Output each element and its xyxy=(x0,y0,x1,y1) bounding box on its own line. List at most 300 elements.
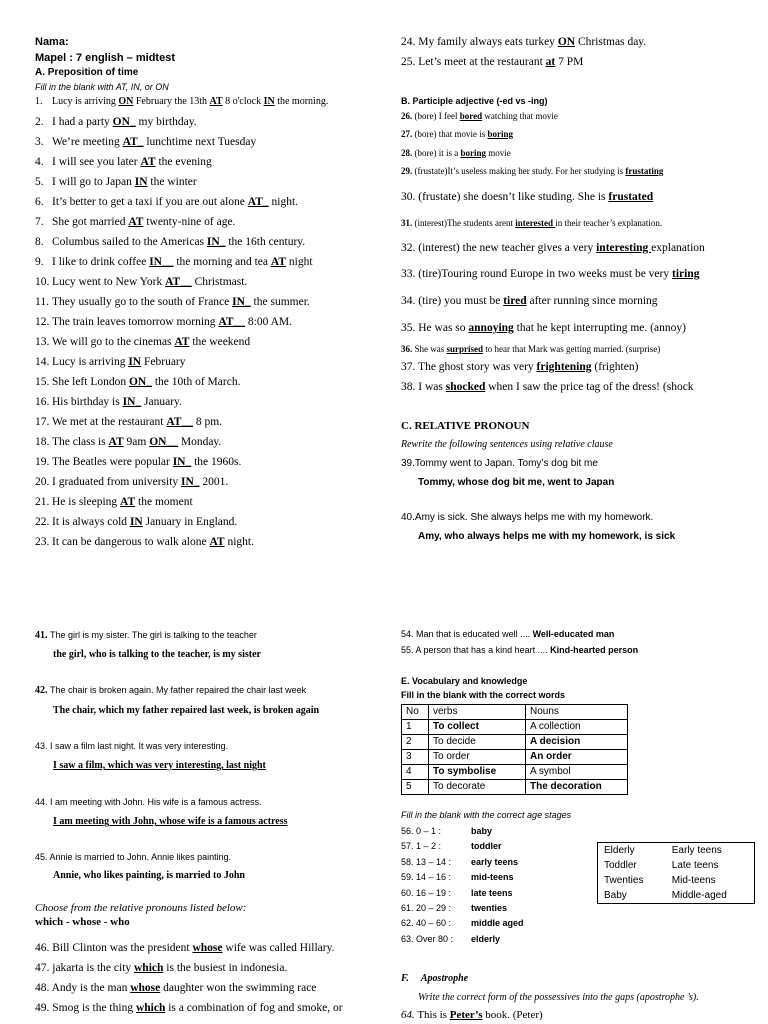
age-word-box xyxy=(597,842,755,904)
answer-text: Peter’s xyxy=(449,1009,483,1021)
item-text: The class is xyxy=(52,436,109,448)
item-text: to hear that Mark was getting married. (surprise) xyxy=(483,344,661,354)
item-text: night xyxy=(286,256,313,268)
item-text: when I saw the price tag of the dress! (shock xyxy=(485,381,694,393)
list-item xyxy=(35,216,235,228)
question-text xyxy=(35,852,231,862)
item-number: 35. xyxy=(401,322,419,334)
item-text: the 10th of March. xyxy=(151,376,241,388)
answer-text: IN__ xyxy=(149,256,174,268)
item-number: 49. xyxy=(35,1002,53,1014)
item-text: We met at the restaurant xyxy=(52,416,167,428)
list-item xyxy=(401,295,658,307)
item-number: 41. xyxy=(35,630,50,641)
item-text: the morning. xyxy=(274,96,329,107)
table-cell-noun: A symbol xyxy=(526,765,628,780)
section-f-instruction: Write the correct form of the possessives into the gaps (apostrophe ’s). xyxy=(418,992,699,1003)
list-item xyxy=(35,96,328,107)
item-text: She left London xyxy=(52,376,129,388)
item-text: I graduated from university xyxy=(52,476,182,488)
answer-text: IN xyxy=(128,356,142,368)
answer-text: middle aged xyxy=(471,918,524,928)
list-item xyxy=(401,629,614,639)
answer-text: IN_ xyxy=(172,456,192,468)
item-text: We’re meeting xyxy=(52,136,123,148)
list-item xyxy=(401,826,492,836)
item-text: the morning and tea xyxy=(173,256,271,268)
item-text: (bore) I feel xyxy=(414,111,460,121)
item-number: 18. xyxy=(35,436,50,448)
answer-text: which xyxy=(135,1002,166,1014)
item-text: Lucy is arriving xyxy=(52,356,129,368)
table-cell-noun: The decoration xyxy=(526,780,628,795)
section-c-instruction: Rewrite the following sentences using relative clause xyxy=(401,439,613,450)
item-number: 2. xyxy=(35,116,44,128)
table-header-cell: Nouns xyxy=(526,705,628,720)
item-text: (frustate) she doesn’t like studing. She is xyxy=(418,191,609,203)
list-item xyxy=(401,888,513,898)
age-word: Elderly xyxy=(604,845,635,856)
item-number: 30. xyxy=(401,191,419,203)
table-cell-noun: A collection xyxy=(526,720,628,735)
section-a-instruction: Fill in the blank with AT, IN, or ON xyxy=(35,82,169,92)
item-text: The ghost story was very xyxy=(418,361,537,373)
item-text: is a combination of fog and smoke, or xyxy=(165,1002,343,1014)
list-item xyxy=(35,316,292,328)
section-f-title xyxy=(401,973,468,984)
item-text: (bore) that movie is xyxy=(414,129,488,139)
age-word: Twenties xyxy=(604,875,644,886)
table-row xyxy=(402,720,628,735)
age-word: Early teens xyxy=(671,845,722,856)
answer-text: IN xyxy=(129,516,143,528)
answer-text: AT xyxy=(128,216,144,228)
choose-instruction: Choose from the relative pronouns listed below: xyxy=(35,902,247,914)
table-cell-no: 2 xyxy=(402,735,429,750)
answer-text: The chair, which my father repaired last week, is broken again xyxy=(53,705,320,716)
age-box-row xyxy=(598,888,755,904)
answer-text: tiring xyxy=(671,268,700,280)
item-text: Let’s meet at the restaurant xyxy=(418,56,546,68)
list-item xyxy=(35,942,335,954)
age-word: Baby xyxy=(604,890,627,901)
item-text: He is sleeping xyxy=(52,496,121,508)
answer-text: ON_ xyxy=(128,376,152,388)
list-item xyxy=(35,156,212,168)
list-item xyxy=(401,841,502,851)
section-a-title: A. Preposition of time xyxy=(35,67,139,78)
answer-text: IN_ xyxy=(122,396,142,408)
list-item xyxy=(35,116,197,128)
list-item xyxy=(35,176,197,188)
item-number: 15. xyxy=(35,376,50,388)
question-text: 59. 14 – 16 : xyxy=(401,872,452,882)
item-number: 11. xyxy=(35,296,49,308)
list-item xyxy=(401,148,511,158)
item-number: 26. xyxy=(401,111,415,121)
list-item xyxy=(401,934,500,944)
answer-text: annoying xyxy=(468,322,514,334)
item-text: explanation xyxy=(651,242,705,254)
item-text: (interest) the new teacher gives a very xyxy=(418,242,597,254)
age-word: Late teens xyxy=(671,860,719,871)
age-box-row xyxy=(598,843,755,859)
item-number: 17. xyxy=(35,416,50,428)
list-item xyxy=(35,476,228,488)
item-number: 7. xyxy=(35,216,44,228)
item-number: 38. xyxy=(401,381,419,393)
item-text: (frighten) xyxy=(591,361,639,373)
answer-text: AT_ xyxy=(247,196,269,208)
answer-text: the girl, who is talking to the teacher, is my sister xyxy=(53,649,261,660)
list-item xyxy=(401,191,653,203)
item-text: Columbus sailed to the Americas xyxy=(52,236,207,248)
answer-text: whose xyxy=(130,982,161,994)
table-header-cell: No xyxy=(402,705,429,720)
item-number: 23. xyxy=(35,536,50,548)
answer-text: which xyxy=(134,962,164,974)
item-number: 31. xyxy=(401,218,415,228)
item-text: We will go to the cinemas xyxy=(52,336,175,348)
table-header-cell: verbs xyxy=(429,705,526,720)
question-text: 39.Tommy went to Japan. Tomy’s dog bit me xyxy=(401,458,598,469)
item-text: February the 13th xyxy=(133,96,210,107)
table-header-row xyxy=(402,705,628,720)
answer-text: IN_ xyxy=(181,476,200,488)
age-word: Toddler xyxy=(604,860,637,871)
answer-text: AT xyxy=(140,156,156,168)
answer-text: Tommy, whose dog bit me, went to Japan xyxy=(418,477,615,488)
list-item xyxy=(401,56,583,68)
item-number: 36. xyxy=(401,344,415,354)
answer-text: Amy, who always helps me with my homework, is sick xyxy=(418,531,676,542)
item-text: the winter xyxy=(147,176,197,188)
question-body: I am meeting with John. His wife is a famous actress. xyxy=(50,797,262,807)
item-text: January in England. xyxy=(142,516,238,528)
item-number: 28. xyxy=(401,148,415,158)
answer-text: AT xyxy=(209,536,225,548)
item-number: 25. xyxy=(401,56,419,68)
answer-text: at xyxy=(545,56,556,68)
name-label: Nama: xyxy=(35,36,69,48)
question-text: 58. 13 – 14 : xyxy=(401,857,452,867)
section-e-instruction: Fill in the blank with the correct words xyxy=(401,690,566,700)
item-number: 3. xyxy=(35,136,44,148)
list-item xyxy=(35,136,256,148)
list-item xyxy=(401,344,660,354)
item-number: 64. xyxy=(401,1009,415,1021)
answer-text: mid-teens xyxy=(471,872,514,882)
table-cell-verb: To decorate xyxy=(429,780,526,795)
list-item xyxy=(401,322,686,334)
item-number: 4. xyxy=(35,156,44,168)
item-number: 34. xyxy=(401,295,419,307)
answer-text: IN_ xyxy=(206,236,226,248)
item-number: 6. xyxy=(35,196,44,208)
question-text: 57. 1 – 2 : xyxy=(401,841,442,851)
question-text: 63. Over 80 : xyxy=(401,934,454,944)
table-cell-verb: To symbolise xyxy=(429,765,526,780)
answer-text: early teens xyxy=(471,857,519,867)
item-number: 16. xyxy=(35,396,50,408)
question-text: 40.Amy is sick. She always helps me with my homework. xyxy=(401,512,654,523)
table-row xyxy=(402,765,628,780)
table-row xyxy=(402,780,628,795)
list-item xyxy=(401,381,694,393)
answer-text: elderly xyxy=(471,934,501,944)
age-box-row xyxy=(598,873,755,888)
list-item xyxy=(401,242,705,254)
list-item xyxy=(35,436,221,448)
list-item xyxy=(401,129,513,139)
item-text: Christmast. xyxy=(191,276,248,288)
question-text: 54. Man that is educated well .... xyxy=(401,629,533,639)
item-text: The Beatles were popular xyxy=(52,456,173,468)
choose-words: which - whose - who xyxy=(35,916,130,928)
item-text: I will see you later xyxy=(52,156,141,168)
list-item xyxy=(35,196,298,208)
item-text: watching that movie xyxy=(482,111,558,121)
list-item xyxy=(401,166,663,176)
item-number: 5. xyxy=(35,176,44,188)
answer-text: AT xyxy=(209,96,223,107)
item-text: (tire)Touring round Europe in two weeks must be very xyxy=(418,268,672,280)
answer-text: IN_ xyxy=(232,296,251,308)
age-box-row xyxy=(598,858,755,873)
item-text: They usually go to the south of France xyxy=(52,296,233,308)
section-f-letter: F. xyxy=(401,973,409,984)
answer-text: AT__ xyxy=(165,276,192,288)
item-text: Lucy is arriving xyxy=(52,96,119,107)
item-text: Smog is the thing xyxy=(52,1002,136,1014)
item-number: 27. xyxy=(401,129,415,139)
item-number: 14. xyxy=(35,356,50,368)
table-cell-noun: An order xyxy=(526,750,628,765)
table-row xyxy=(402,735,628,750)
list-item xyxy=(35,962,287,974)
item-number: 37. xyxy=(401,361,419,373)
list-item xyxy=(35,456,241,468)
item-text: 8 pm. xyxy=(192,416,223,428)
item-text: the weekend xyxy=(189,336,251,348)
item-text: This is xyxy=(417,1009,450,1021)
mapel-label: Mapel : 7 english – midtest xyxy=(35,52,175,64)
answer-text: boring xyxy=(487,129,513,139)
table-cell-noun: A decision xyxy=(526,735,628,750)
item-text: that he kept interrupting me. (annoy) xyxy=(513,322,686,334)
answer-text: IN xyxy=(134,176,148,188)
item-number: 44. xyxy=(35,797,51,807)
item-text: (frustate)It’s useless making her study. For her studying is xyxy=(414,166,626,176)
item-text: the 1960s. xyxy=(191,456,242,468)
answer-text: IN xyxy=(263,96,275,107)
question-text: 55. A person that has a kind heart .... xyxy=(401,645,551,655)
list-item xyxy=(401,218,662,228)
table-cell-verb: To decide xyxy=(429,735,526,750)
item-text: my birthday. xyxy=(135,116,197,128)
list-item xyxy=(35,336,250,348)
section-b-title: B. Participle adjective (-ed vs -ing) xyxy=(401,96,548,106)
item-number: 43. xyxy=(35,741,51,751)
item-number: 22. xyxy=(35,516,50,528)
list-item xyxy=(401,36,646,48)
question-text xyxy=(35,630,257,641)
item-text: Andy is the man xyxy=(51,982,131,994)
question-body: I saw a film last night. It was very interesting. xyxy=(50,741,229,751)
answer-text: AT xyxy=(120,496,136,508)
item-text: after running since morning xyxy=(526,295,658,307)
item-text: daughter won the swimming race xyxy=(160,982,317,994)
item-text: 9am xyxy=(123,436,150,448)
list-item xyxy=(35,276,247,288)
item-text: lunchtime next Tuesday xyxy=(143,136,257,148)
list-item xyxy=(401,857,518,867)
answer-text: interesting xyxy=(596,242,652,254)
item-text: Lucy went to New York xyxy=(52,276,166,288)
question-text: 56. 0 – 1 : xyxy=(401,826,442,836)
list-item xyxy=(35,1002,343,1014)
item-number: 24. xyxy=(401,36,419,48)
list-item xyxy=(401,903,507,913)
answer-text: surprised xyxy=(446,344,484,354)
question-text: 60. 16 – 19 : xyxy=(401,888,452,898)
item-number: 46. xyxy=(35,942,53,954)
item-number: 42. xyxy=(35,685,50,696)
answer-text: bored xyxy=(459,111,483,121)
table-row xyxy=(402,750,628,765)
answer-text: ON_ xyxy=(112,116,136,128)
table-cell-no: 5 xyxy=(402,780,429,795)
list-item xyxy=(35,356,186,368)
item-number: 21. xyxy=(35,496,50,508)
item-text: the 16th century. xyxy=(225,236,306,248)
answer-text: interested xyxy=(515,218,556,228)
answer-text: baby xyxy=(471,826,493,836)
section-f-item xyxy=(401,1009,543,1021)
table-cell-verb: To collect xyxy=(429,720,526,735)
section-e-title: E. Vocabulary and knowledge xyxy=(401,676,528,686)
answer-text: shocked xyxy=(445,381,486,393)
item-text: movie xyxy=(486,148,511,158)
item-text: (bore) it is a xyxy=(414,148,461,158)
table-cell-verb: To order xyxy=(429,750,526,765)
item-text: I had a party xyxy=(52,116,113,128)
question-body: The chair is broken again. My father repaired the chair last week xyxy=(50,685,307,695)
list-item xyxy=(401,111,558,121)
item-number: 32. xyxy=(401,242,419,254)
item-number: 19. xyxy=(35,456,50,468)
worksheet-page-2 xyxy=(0,512,768,1024)
item-text: 7 PM xyxy=(555,56,584,68)
item-number: 48. xyxy=(35,982,52,994)
question-text xyxy=(35,741,228,751)
list-item xyxy=(401,872,514,882)
table-cell-no: 3 xyxy=(402,750,429,765)
item-number: 10. xyxy=(35,276,50,288)
item-text: is the busiest in indonesia. xyxy=(163,962,288,974)
item-text: Monday. xyxy=(177,436,222,448)
answer-text: AT xyxy=(270,256,286,268)
item-text: She was xyxy=(414,344,447,354)
answer-text: AT_ xyxy=(122,136,144,148)
item-text: January. xyxy=(141,396,182,408)
item-number: 9. xyxy=(35,256,44,268)
answer-text: frustating xyxy=(625,166,664,176)
answer-text: AT__ xyxy=(218,316,246,328)
item-text: 2001. xyxy=(199,476,229,488)
item-text: He was so xyxy=(418,322,469,334)
section-c-title: C. RELATIVE PRONOUN xyxy=(401,420,530,432)
item-text: The train leaves tomorrow morning xyxy=(52,316,219,328)
answer-text: boring xyxy=(460,148,486,158)
list-item xyxy=(401,361,638,373)
answer-text: frightening xyxy=(536,361,592,373)
answer-text: AT xyxy=(108,436,124,448)
answer-text: Kind-hearted person xyxy=(550,645,639,655)
answer-text: toddler xyxy=(471,841,502,851)
age-instruction: Fill in the blank with the correct age stages xyxy=(401,810,572,820)
item-number: 20. xyxy=(35,476,50,488)
item-text: I was xyxy=(418,381,446,393)
answer-text: Annie, who likes painting, is married to John xyxy=(53,870,245,881)
item-text: It is always cold xyxy=(52,516,130,528)
item-number: 1. xyxy=(35,96,43,107)
vocabulary-table xyxy=(401,704,628,795)
item-text: the moment xyxy=(135,496,193,508)
list-item xyxy=(401,645,638,655)
item-text: book. (Peter) xyxy=(482,1009,543,1021)
item-text: (tire) you must be xyxy=(418,295,504,307)
list-item xyxy=(35,416,222,428)
item-text: (interest)The students arent xyxy=(414,218,516,228)
item-text: She got married xyxy=(52,216,129,228)
table-cell-no: 4 xyxy=(402,765,429,780)
age-word: Middle-aged xyxy=(671,890,727,901)
item-text: It’s better to get a taxi if you are out alone xyxy=(52,196,248,208)
item-text: Bill Clinton was the president xyxy=(52,942,193,954)
answer-text: AT xyxy=(174,336,190,348)
question-text: 61. 20 – 29 : xyxy=(401,903,452,913)
answer-text: ON__ xyxy=(149,436,178,448)
question-body: The girl is my sister. The girl is talking to the teacher xyxy=(50,630,257,640)
item-text: twenty-nine of age. xyxy=(143,216,236,228)
answer-text: late teens xyxy=(471,888,513,898)
list-item xyxy=(35,256,313,268)
item-text: February xyxy=(141,356,186,368)
item-text: It can be dangerous to walk alone xyxy=(52,536,210,548)
question-text xyxy=(35,685,306,696)
question-text xyxy=(35,797,262,807)
list-item xyxy=(35,496,193,508)
list-item xyxy=(35,296,310,308)
item-number: 29. xyxy=(401,166,415,176)
item-text: in their teacher’s explanation. xyxy=(555,218,663,228)
item-number: 45. xyxy=(35,852,50,862)
item-text: I like to drink coffee xyxy=(52,256,150,268)
item-text: 8 o'clock xyxy=(222,96,264,107)
item-text: the summer. xyxy=(250,296,310,308)
list-item xyxy=(35,236,305,248)
item-text: the evening xyxy=(155,156,212,168)
item-text: I will go to Japan xyxy=(52,176,135,188)
answer-text: twenties xyxy=(471,903,508,913)
list-item xyxy=(35,396,182,408)
item-text: jakarta is the city xyxy=(52,962,134,974)
answer-text: ON xyxy=(557,36,576,48)
item-number: 47. xyxy=(35,962,53,974)
answer-text: tired xyxy=(503,295,527,307)
answer-text: I saw a film, which was very interesting, last night xyxy=(53,760,266,771)
